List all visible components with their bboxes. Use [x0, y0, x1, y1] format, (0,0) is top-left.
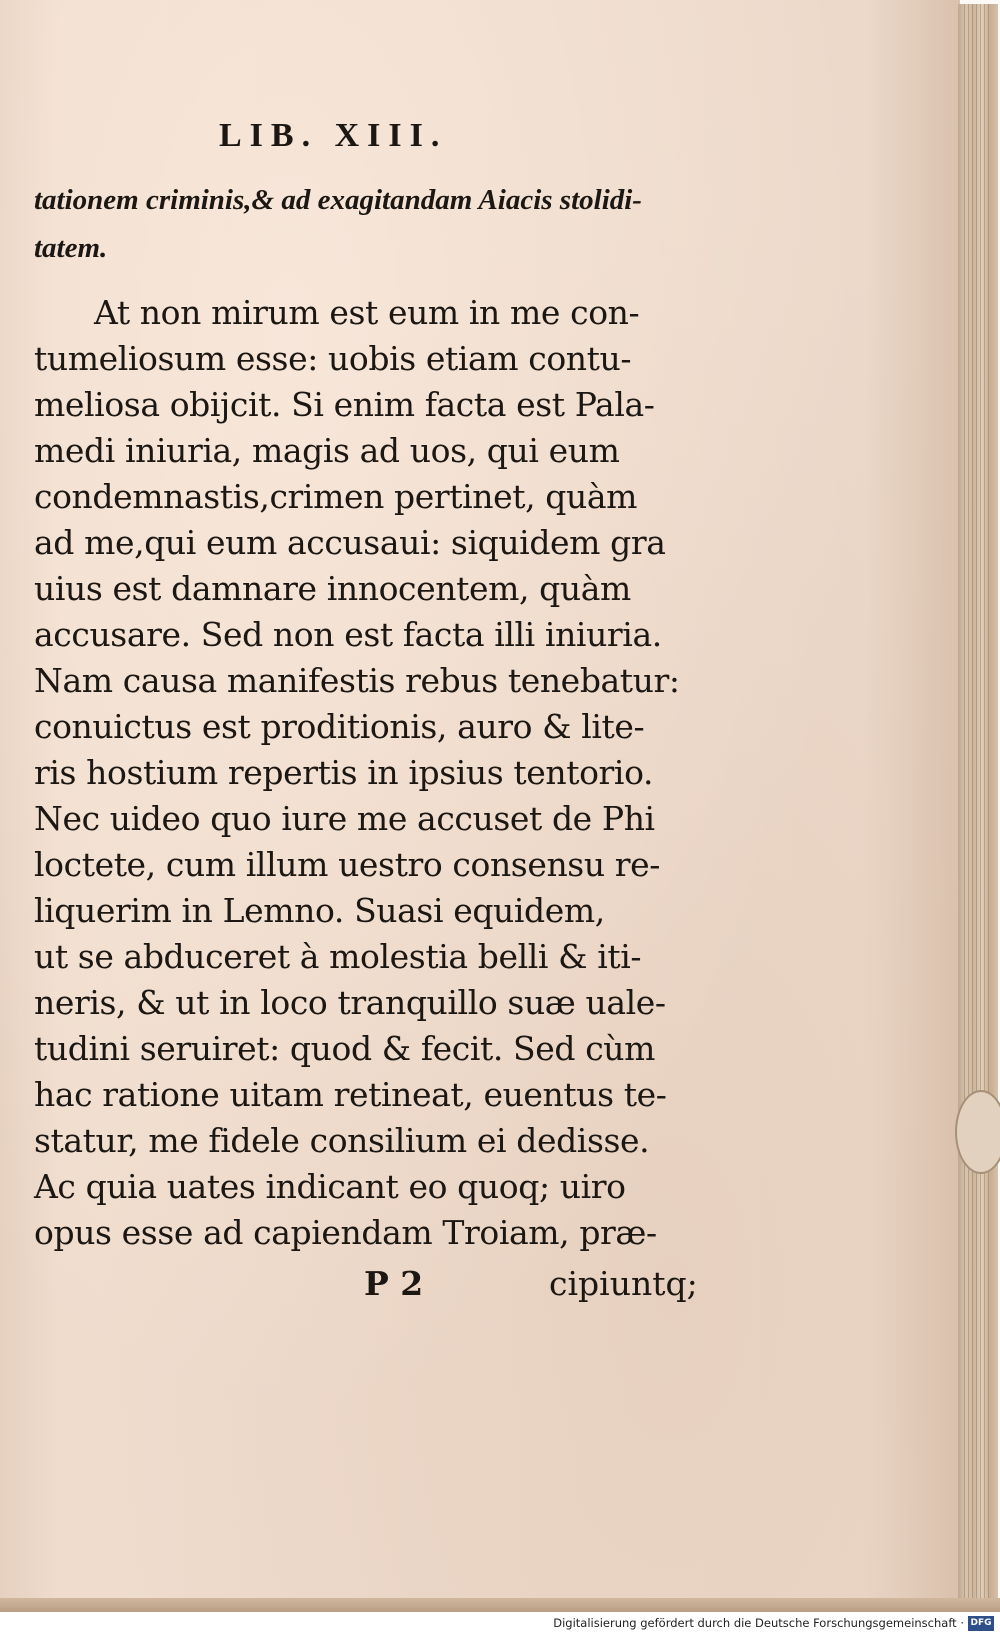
body-text-line: ris hostium repertis in ipsius tentorio. [34, 753, 654, 792]
body-text-line: Nec uideo quo iure me accuset de Phi [34, 799, 655, 838]
page-text [34, 110, 724, 1310]
body-text-line: uius est damnare innocentem, quàm [34, 569, 631, 608]
body-text-line: conuictus est proditionis, auro & lite- [34, 707, 645, 746]
italic-text-line: tatem. [34, 232, 108, 264]
body-text-line: condemnastis,crimen pertinet, quàm [34, 477, 638, 516]
italic-text-line: tationem criminis,& ad exagitandam Aiacis stolidi- [34, 184, 642, 216]
clasp-ring [955, 1090, 1000, 1174]
body-text-line: hac ratione uitam retineat, euentus te- [34, 1075, 667, 1114]
running-header: LIB. XIII. [219, 117, 448, 154]
body-text-line: At non mirum est eum in me con- [94, 293, 640, 332]
body-text-line: statur, me fidele consilium ei dedisse. [34, 1121, 650, 1160]
body-text-line: tudini seruiret: quod & fecit. Sed cùm [34, 1029, 656, 1068]
funding-credit: Digitalisierung gefördert durch die Deutsche Forschungsgemeinschaft · [553, 1616, 964, 1630]
signature-mark: P 2 [364, 1264, 424, 1303]
credit-bar [0, 1612, 1000, 1636]
catchword: cipiuntq; [549, 1264, 698, 1303]
dfg-logo: DFG [968, 1616, 994, 1631]
page-footer [34, 1260, 724, 1310]
body-text-line: liquerim in Lemno. Suasi equidem, [34, 891, 605, 930]
body-text-line: Nam causa manifestis rebus tenebatur: [34, 661, 680, 700]
body-text-line: opus esse ad capiendam Troiam, præ- [34, 1213, 657, 1252]
body-text-line: accusare. Sed non est facta illi iniuria. [34, 615, 662, 654]
body-text-line: neris, & ut in loco tranquillo suæ uale- [34, 983, 666, 1022]
body-text-line: ad me,qui eum accusaui: siquidem gra [34, 523, 666, 562]
body-text-line: loctete, cum illum uestro consensu re- [34, 845, 661, 884]
body-text-line: tumeliosum esse: uobis etiam contu- [34, 339, 632, 378]
body-text-line: medi iniuria, magis ad uos, qui eum [34, 431, 620, 470]
body-text-line: ut se abduceret à molestia belli & iti- [34, 937, 642, 976]
book-fore-edge [958, 4, 998, 1610]
body-text-line: meliosa obijcit. Si enim facta est Pala- [34, 385, 655, 424]
book-bottom-edge [0, 1598, 1000, 1612]
body-text-line: Ac quia uates indicant eo quoq; uiro [34, 1167, 626, 1206]
